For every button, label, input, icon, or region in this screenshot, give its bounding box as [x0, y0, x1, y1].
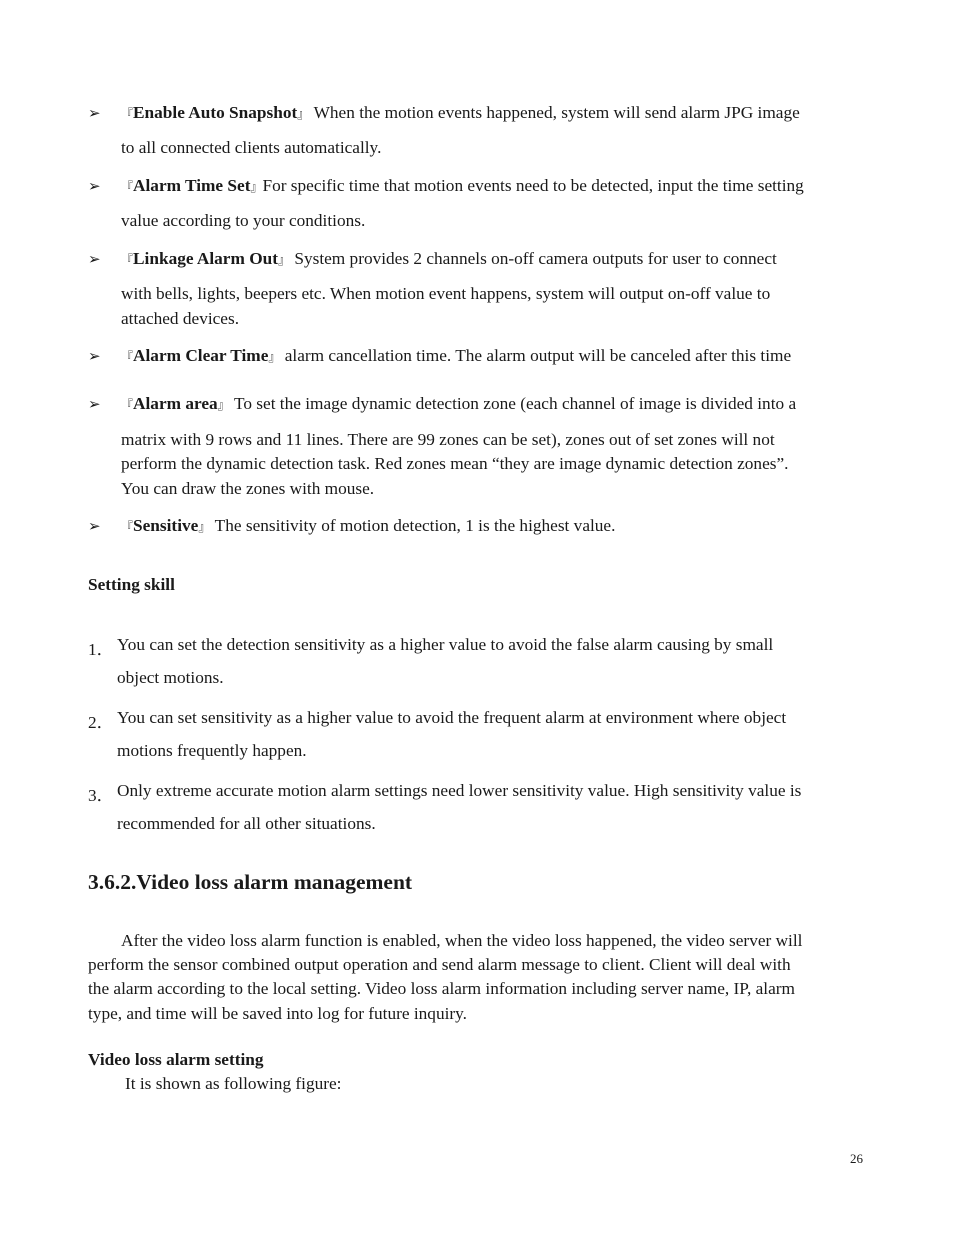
bullet-continuation: with bells, lights, beepers etc. When motion event happens, system will output on-off value to [121, 284, 771, 303]
bullet-continuation: attached devices. [121, 309, 240, 328]
bullet-continuation: perform the dynamic detection task. Red zones mean “they are image dynamic detection zones”. [121, 454, 789, 473]
setting-skill-heading: Setting skill [88, 575, 175, 594]
list-item-continuation: recommended for all other situations. [117, 814, 376, 833]
paragraph-line: type, and time will be saved into log for future inquiry. [88, 1004, 467, 1023]
list-item: You can set sensitivity as a higher value to avoid the frequent alarm at environment where object [117, 708, 787, 727]
bullet-arrow-icon: ➢ [88, 517, 101, 535]
bullet-text: For specific time that motion events need to be detected, input the time setting [262, 176, 804, 195]
bullet-text: alarm cancellation time. The alarm output will be canceled after this time [284, 346, 792, 365]
bullet-alarm-clear-time: 『Alarm Clear Time』 alarm cancellation time. The alarm output will be canceled after this time [121, 346, 792, 365]
bullet-arrow-icon: ➢ [88, 104, 101, 122]
list-item: Only extreme accurate motion alarm settings need lower sensitivity value. High sensitivity value is [117, 781, 802, 800]
bullet-continuation: to all connected clients automatically. [121, 138, 382, 157]
bullet-text: When the motion events happened, system will send alarm JPG image [313, 103, 800, 122]
bullet-continuation: You can draw the zones with mouse. [121, 479, 375, 498]
paragraph-line: After the video loss alarm function is enabled, when the video loss happened, the video server will [121, 931, 803, 950]
subheading: Video loss alarm setting [88, 1050, 264, 1069]
bullet-arrow-icon: ➢ [88, 347, 101, 365]
bullet-arrow-icon: ➢ [88, 250, 101, 268]
paragraph-line: perform the sensor combined output operation and send alarm message to client. Client will deal with [88, 955, 791, 974]
list-item-continuation: motions frequently happen. [117, 741, 307, 760]
section-number: 3.6.2. [88, 870, 137, 894]
bullet-continuation: value according to your conditions. [121, 211, 366, 230]
bullet-term: Sensitive [133, 516, 199, 535]
bullet-alarm-time-set: 『Alarm Time Set』For specific time that motion events need to be detected, input the time setting [121, 176, 804, 195]
figure-intro: It is shown as following figure: [125, 1074, 342, 1093]
section-heading [88, 870, 412, 895]
list-item: You can set the detection sensitivity as a higher value to avoid the false alarm causing by small [117, 635, 774, 654]
list-item-continuation: object motions. [117, 668, 224, 687]
bullet-text: The sensitivity of motion detection, 1 is the highest value. [214, 516, 616, 535]
list-number: 2． [88, 713, 114, 732]
bullet-text: System provides 2 channels on-off camera outputs for user to connect [294, 249, 777, 268]
bullet-term: Enable Auto Snapshot [133, 103, 298, 122]
bullet-text: To set the image dynamic detection zone (each channel of image is divided into a [233, 394, 797, 413]
bullet-arrow-icon: ➢ [88, 177, 101, 195]
paragraph-line: the alarm according to the local setting. Video loss alarm information including server name, IP, alarm [88, 979, 795, 998]
bullet-term: Alarm area [133, 394, 218, 413]
bullet-linkage-alarm-out: 『Linkage Alarm Out』 System provides 2 channels on-off camera outputs for user to connect [121, 249, 777, 268]
bullet-alarm-area: 『Alarm area』 To set the image dynamic detection zone (each channel of image is divided into a [121, 394, 797, 413]
bullet-enable-auto-snapshot: 『Enable Auto Snapshot』 When the motion events happened, system will send alarm JPG image [121, 103, 800, 122]
bullet-term: Linkage Alarm Out [133, 249, 278, 268]
bullet-continuation: matrix with 9 rows and 11 lines. There are 99 zones can be set), zones out of set zones will not [121, 430, 775, 449]
bullet-sensitive: 『Sensitive』 The sensitivity of motion detection, 1 is the highest value. [121, 516, 616, 535]
page-number: 26 [850, 1151, 863, 1166]
list-number: 1． [88, 640, 114, 659]
bullet-arrow-icon: ➢ [88, 395, 101, 413]
list-number: 3． [88, 786, 114, 805]
bullet-term: Alarm Time Set [133, 176, 251, 195]
section-title: Video loss alarm management [136, 870, 413, 894]
bullet-term: Alarm Clear Time [133, 346, 269, 365]
